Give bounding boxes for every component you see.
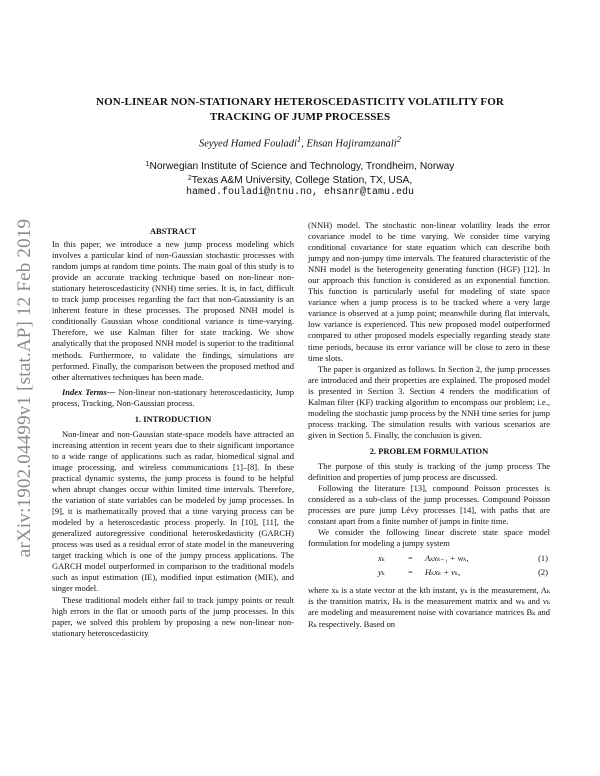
equation-2-rhs: Hₖxₖ + νₖ, <box>425 567 461 578</box>
title-line-2: TRACKING OF JUMP PROCESSES <box>209 111 391 123</box>
section-1-heading: 1. INTRODUCTION <box>134 413 212 424</box>
author-emails: hamed.fouladi@ntnu.no, ehsanr@tamu.edu <box>185 187 415 198</box>
intro-paragraph-4: The paper is organized as follows. In Section 2, the jump processes are introduced and their properties are explained. The proposed model is presented in Section 3. Section 4 renders the modification of Kalman filter (KF) tracking algorithm to encompass our problem; i.e., modeling the stochastic jump process by the NNH time series for jump process tracking. The simulation results with various scenarios are given in Section 5. Finally, the conclusion is given. <box>308 363 550 440</box>
equation-1 <box>308 553 550 567</box>
index-terms <box>52 387 294 409</box>
paper-title <box>60 95 540 125</box>
affiliation-1 <box>60 160 540 174</box>
abstract-heading: ABSTRACT <box>149 226 197 236</box>
problem-paragraph-2: Following the literature [13], compound Poisson processes is considered as a sub-class of the jump processes. Compound Poisson processes are pure jump Lévy processes [14], with paths that are constant apart from a finite number of jumps in finite time. <box>308 483 550 527</box>
affiliation-1-text: Norwegian Institute of Science and Technology, Trondheim, Norway <box>149 161 455 172</box>
arxiv-id: arXiv:1902.04499v1 [stat.AP] 12 Feb 2019 <box>14 218 35 558</box>
author-2: Ehsan Hajiramzanali <box>306 138 397 150</box>
title-line-1: NON-LINEAR NON-STATIONARY HETEROSCEDASTICITY VOLATILITY FOR <box>96 96 504 108</box>
author-list <box>60 134 540 150</box>
problem-paragraph-4: where xₖ is a state vector at the kth instant, yₖ is the measurement, Aₖ is the transition matrix, Hₖ is the measurement matrix and wₖ and νₖ are modeling and measurement noise with covariance matrices Bₖ and Rₖ respectively. Based on <box>308 585 550 629</box>
author-1: Seyyed Hamed Fouladi <box>198 138 297 150</box>
affiliation-2 <box>60 174 540 188</box>
equation-1-rhs: Aₖxₖ₋₁ + wₖ, <box>425 553 469 564</box>
problem-paragraph-1: The purpose of this study is tracking of the jump process The definition and properties of jump process are discussed. <box>308 460 550 483</box>
index-terms-text: Non-linear non-stationary heteroscedasticity, Jump process, Tracking, Non-Gaussian process. <box>52 386 294 408</box>
equation-2-lhs: yₖ <box>378 567 385 578</box>
author-2-affil-mark: 2 <box>396 134 402 144</box>
affiliation-2-mark: 2 <box>187 174 192 182</box>
affiliations <box>60 160 540 187</box>
left-column <box>52 226 294 639</box>
equation-2 <box>308 567 550 581</box>
right-column <box>308 220 550 630</box>
section-2-heading: 2. PROBLEM FORMULATION <box>369 445 489 456</box>
intro-paragraph-3: (NNH) model. The stochastic non-linear volatility leads the error covariance model to be time varying. We consider time varying conditional covariance for state equation which can describe both jumpy and non-jumpy time intervals. The featured characteristic of the NNH model is the heterogeneity generating function (HGF) [12]. In our approach this function is considered as an exponential function. This function is particularly useful for modeling of state space variance when a jump process is to be tracked where a very large variance is observed at a jump point; meanwhile during flat intervals, low variance is experienced. This new proposed model outperformed compared to other proposed models especially regarding steady state time periods, because its error variance will be close to zero in these time slots. <box>308 220 550 363</box>
problem-paragraph-3: We consider the following linear discrete state space model formulation for modeling a jumpy system <box>308 527 550 549</box>
intro-paragraph-1: Non-linear and non-Gaussian state-space models have attracted an increasing attention in recent years due to their significant importance to a wide range of applications such as radar, biomedical signal and image processing, and wireless communications [1]–[8]. In these practical dynamic systems, the jump process is found to be helpful when abrupt changes occur within limited time intervals. Therefore, the variation of state variables can be modeled by jump processes. In [9], it is mathematically proved that a time varying process can be modeled by a heteroscedastic process properly. In [10], [11], the generalized autoregressive conditional heteroskedasticity (GARCH) process was used as a residual error of state model in the maneuvering target tracking which is one of the jumpy process applications. The GARCH model outperformed in comparison to the traditional models such as input estimation (IE), modified input estimation (MIE), and singer model. <box>52 428 294 594</box>
abstract-text: In this paper, we introduce a new jump process modeling which involves a particular kind of non-Gaussian stochastic processes with random jumps at random time points. The main goal of this study is to provide an accurate tracking technique based on non-linear non-stationary heteroscedasticity (NNH) time series. It is, in fact, difficult to track jump processes regarding the fact that non-Gaussianity is an inherent feature in these processes. The proposed NNH model is conditionally Gaussian whose conditional variance is time-varying. Therefore, we use Kalman filter for state tracking. We show analytically that the proposed NNH model is superior to the traditional methods. Furthermore, to validate the findings, simulations are performed. Finally, the comparison between the proposed method and other alternatives techniques has been made. <box>52 239 294 382</box>
equation-1-number: (1) <box>538 553 548 564</box>
equation-2-number: (2) <box>538 567 548 578</box>
equation-1-lhs: xₖ <box>378 553 385 564</box>
equation-2-equals: = <box>408 567 413 578</box>
affiliation-1-mark: 1 <box>145 161 150 168</box>
author-separator: , <box>301 138 307 150</box>
equation-block <box>308 553 550 581</box>
equation-1-equals: = <box>408 553 413 564</box>
index-terms-label: Index Terms— <box>62 386 116 397</box>
arxiv-stamp <box>10 188 40 588</box>
author-1-affil-mark: 1 <box>296 134 302 144</box>
affiliation-2-text: Texas A&M University, College Station, TX, USA, <box>191 174 413 186</box>
intro-paragraph-2: These traditional models either fail to track jumpy points or result high errors in the flat or smooth parts of the jump processes. In this paper, we solved this problem by proposing a new non-linear non-stationary heteroscedasticity <box>52 594 294 638</box>
